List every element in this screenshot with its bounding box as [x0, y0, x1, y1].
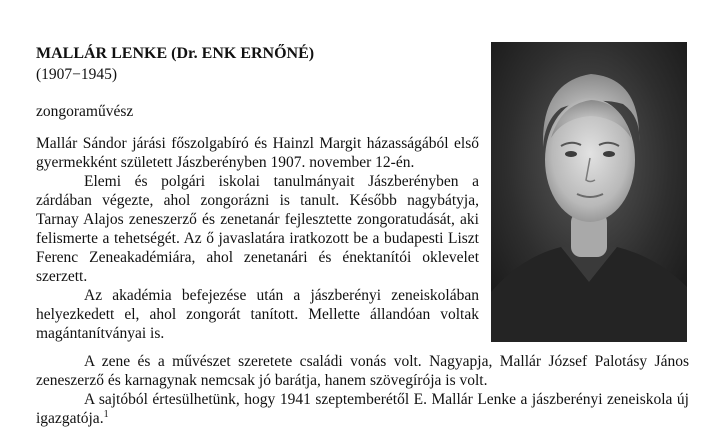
life-years: (1907−1945): [36, 66, 118, 83]
biography-upper: [36, 134, 479, 343]
biography-lower: [36, 352, 689, 428]
portrait-image: [491, 42, 687, 342]
paragraph-press: [36, 390, 689, 428]
paragraph-career: Az akadémia befejezése után a jászberényi zeneiskolában helyezkedett el, ahol zongorát tanított. Mellette állandóan voltak magántanítványai is.: [36, 287, 479, 342]
paragraph-press-text: A sajtóból értesülhetünk, hogy 1941 szeptemberétől E. Mallár Lenke a jászberényi zeneiskola új igazgatója.: [36, 391, 689, 427]
paragraph-birth: Mallár Sándor járási főszolgabíró és Hainzl Margit házasságából első gyermekként született Jászberényben 1907. november 12-én.: [36, 135, 479, 171]
portrait-photo: [491, 42, 687, 342]
footnote-reference: 1: [103, 408, 109, 420]
paragraph-education: Elemi és polgári iskolai tanulmányait Jászberényben a zárdában végezte, ahol zongorázni is tanult. Később nagybátyja, Tarnay Alajos zeneszerző és zenetanár fejlesztette zongoratudását, aki felismerte a tehetségét. Az ő javaslatára iratkozott be a budapesti Liszt Ferenc Zeneakadémiára, ahol zenetanári és énektanítói oklevelet szerzett.: [36, 173, 479, 285]
profession-label: zongoraművész: [36, 103, 134, 120]
person-name-heading: MALLÁR LENKE (Dr. ENK ERNŐNÉ): [36, 45, 315, 62]
paragraph-family: A zene és a művészet szeretete családi vonás volt. Nagyapja, Mallár József Palotásy János zeneszerző és karnagynak nemcsak jó barátja, hanem szövegírója is volt.: [36, 353, 689, 389]
